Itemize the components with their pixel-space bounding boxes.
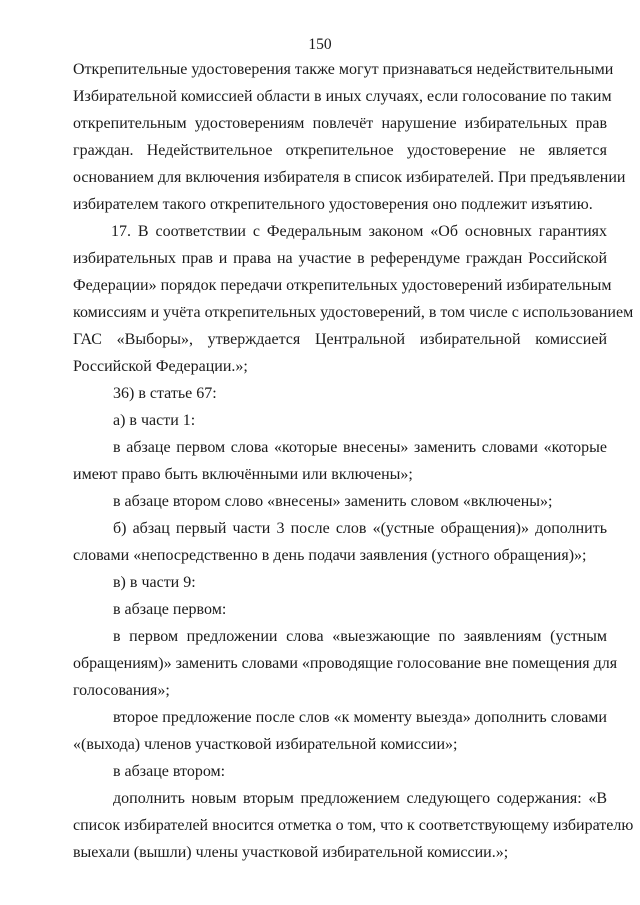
text-line: дополнить новым вторым предложением следующего содержания: «В: [113, 790, 607, 807]
text-line: в абзаце втором:: [113, 763, 226, 780]
text-line: ГАС «Выборы», утверждается Центральной избирательной комиссией: [73, 331, 607, 348]
text-line: обращениям)» заменить словами «проводящие голосование вне помещения для: [73, 655, 618, 672]
text-line: комиссиям и учёта открепительных удостоверений, в том числе с использованием: [73, 304, 634, 321]
text-line: а) в части 1:: [113, 412, 196, 429]
text-line: второе предложение после слов «к моменту выезда» дополнить словами: [113, 709, 607, 726]
text-line: Открепительные удостоверения также могут признаваться недействительными: [73, 61, 614, 78]
page-number: 150: [308, 36, 332, 53]
text-line: Федерации» порядок передачи открепительных удостоверений избирательным: [73, 277, 612, 294]
text-line: граждан. Недействительное открепительное удостоверение не является: [73, 142, 607, 159]
text-line: Российской Федерации.»;: [73, 358, 248, 375]
text-line: б) абзац первый части 3 после слов «(устные обращения)» дополнить: [113, 520, 607, 537]
document-body: [73, 56, 634, 866]
text-line: в первом предложении слова «выезжающие по заявлениям (устным: [113, 628, 607, 645]
text-line: в) в части 9:: [113, 574, 196, 591]
text-line: Избирательной комиссией области в иных случаях, если голосование по таким: [73, 88, 612, 105]
text-line: основанием для включения избирателя в список избирателей. При предъявлении: [73, 169, 626, 186]
text-line: в абзаце втором слово «внесены» заменить словом «включены»;: [113, 493, 553, 510]
text-line: избирательных прав и права на участие в референдуме граждан Российской: [73, 250, 607, 267]
text-line: выехали (вышли) члены участковой избирательной комиссии.»;: [73, 844, 509, 861]
text-line: «(выхода) членов участковой избирательной комиссии»;: [73, 736, 458, 753]
text-line: избирателем такого открепительного удостоверения оно подлежит изъятию.: [73, 196, 593, 213]
text-line: в абзаце первом слова «которые внесены» заменить словами «которые: [113, 439, 607, 456]
text-line: 17. В соответствии с Федеральным законом «Об основных гарантиях: [111, 223, 607, 240]
text-line: в абзаце первом:: [113, 601, 227, 618]
text-line: список избирателей вносится отметка о том, что к соответствующему избирателю: [73, 817, 634, 834]
text-line: словами «непосредственно в день подачи заявления (устного обращения)»;: [73, 547, 587, 564]
text-line: имеют право быть включёнными или включены»;: [73, 466, 413, 483]
text-line: голосования»;: [73, 682, 170, 699]
text-line: открепительным удостоверениям повлечёт нарушение избирательных прав: [73, 115, 607, 132]
text-line: 36) в статье 67:: [113, 385, 217, 402]
